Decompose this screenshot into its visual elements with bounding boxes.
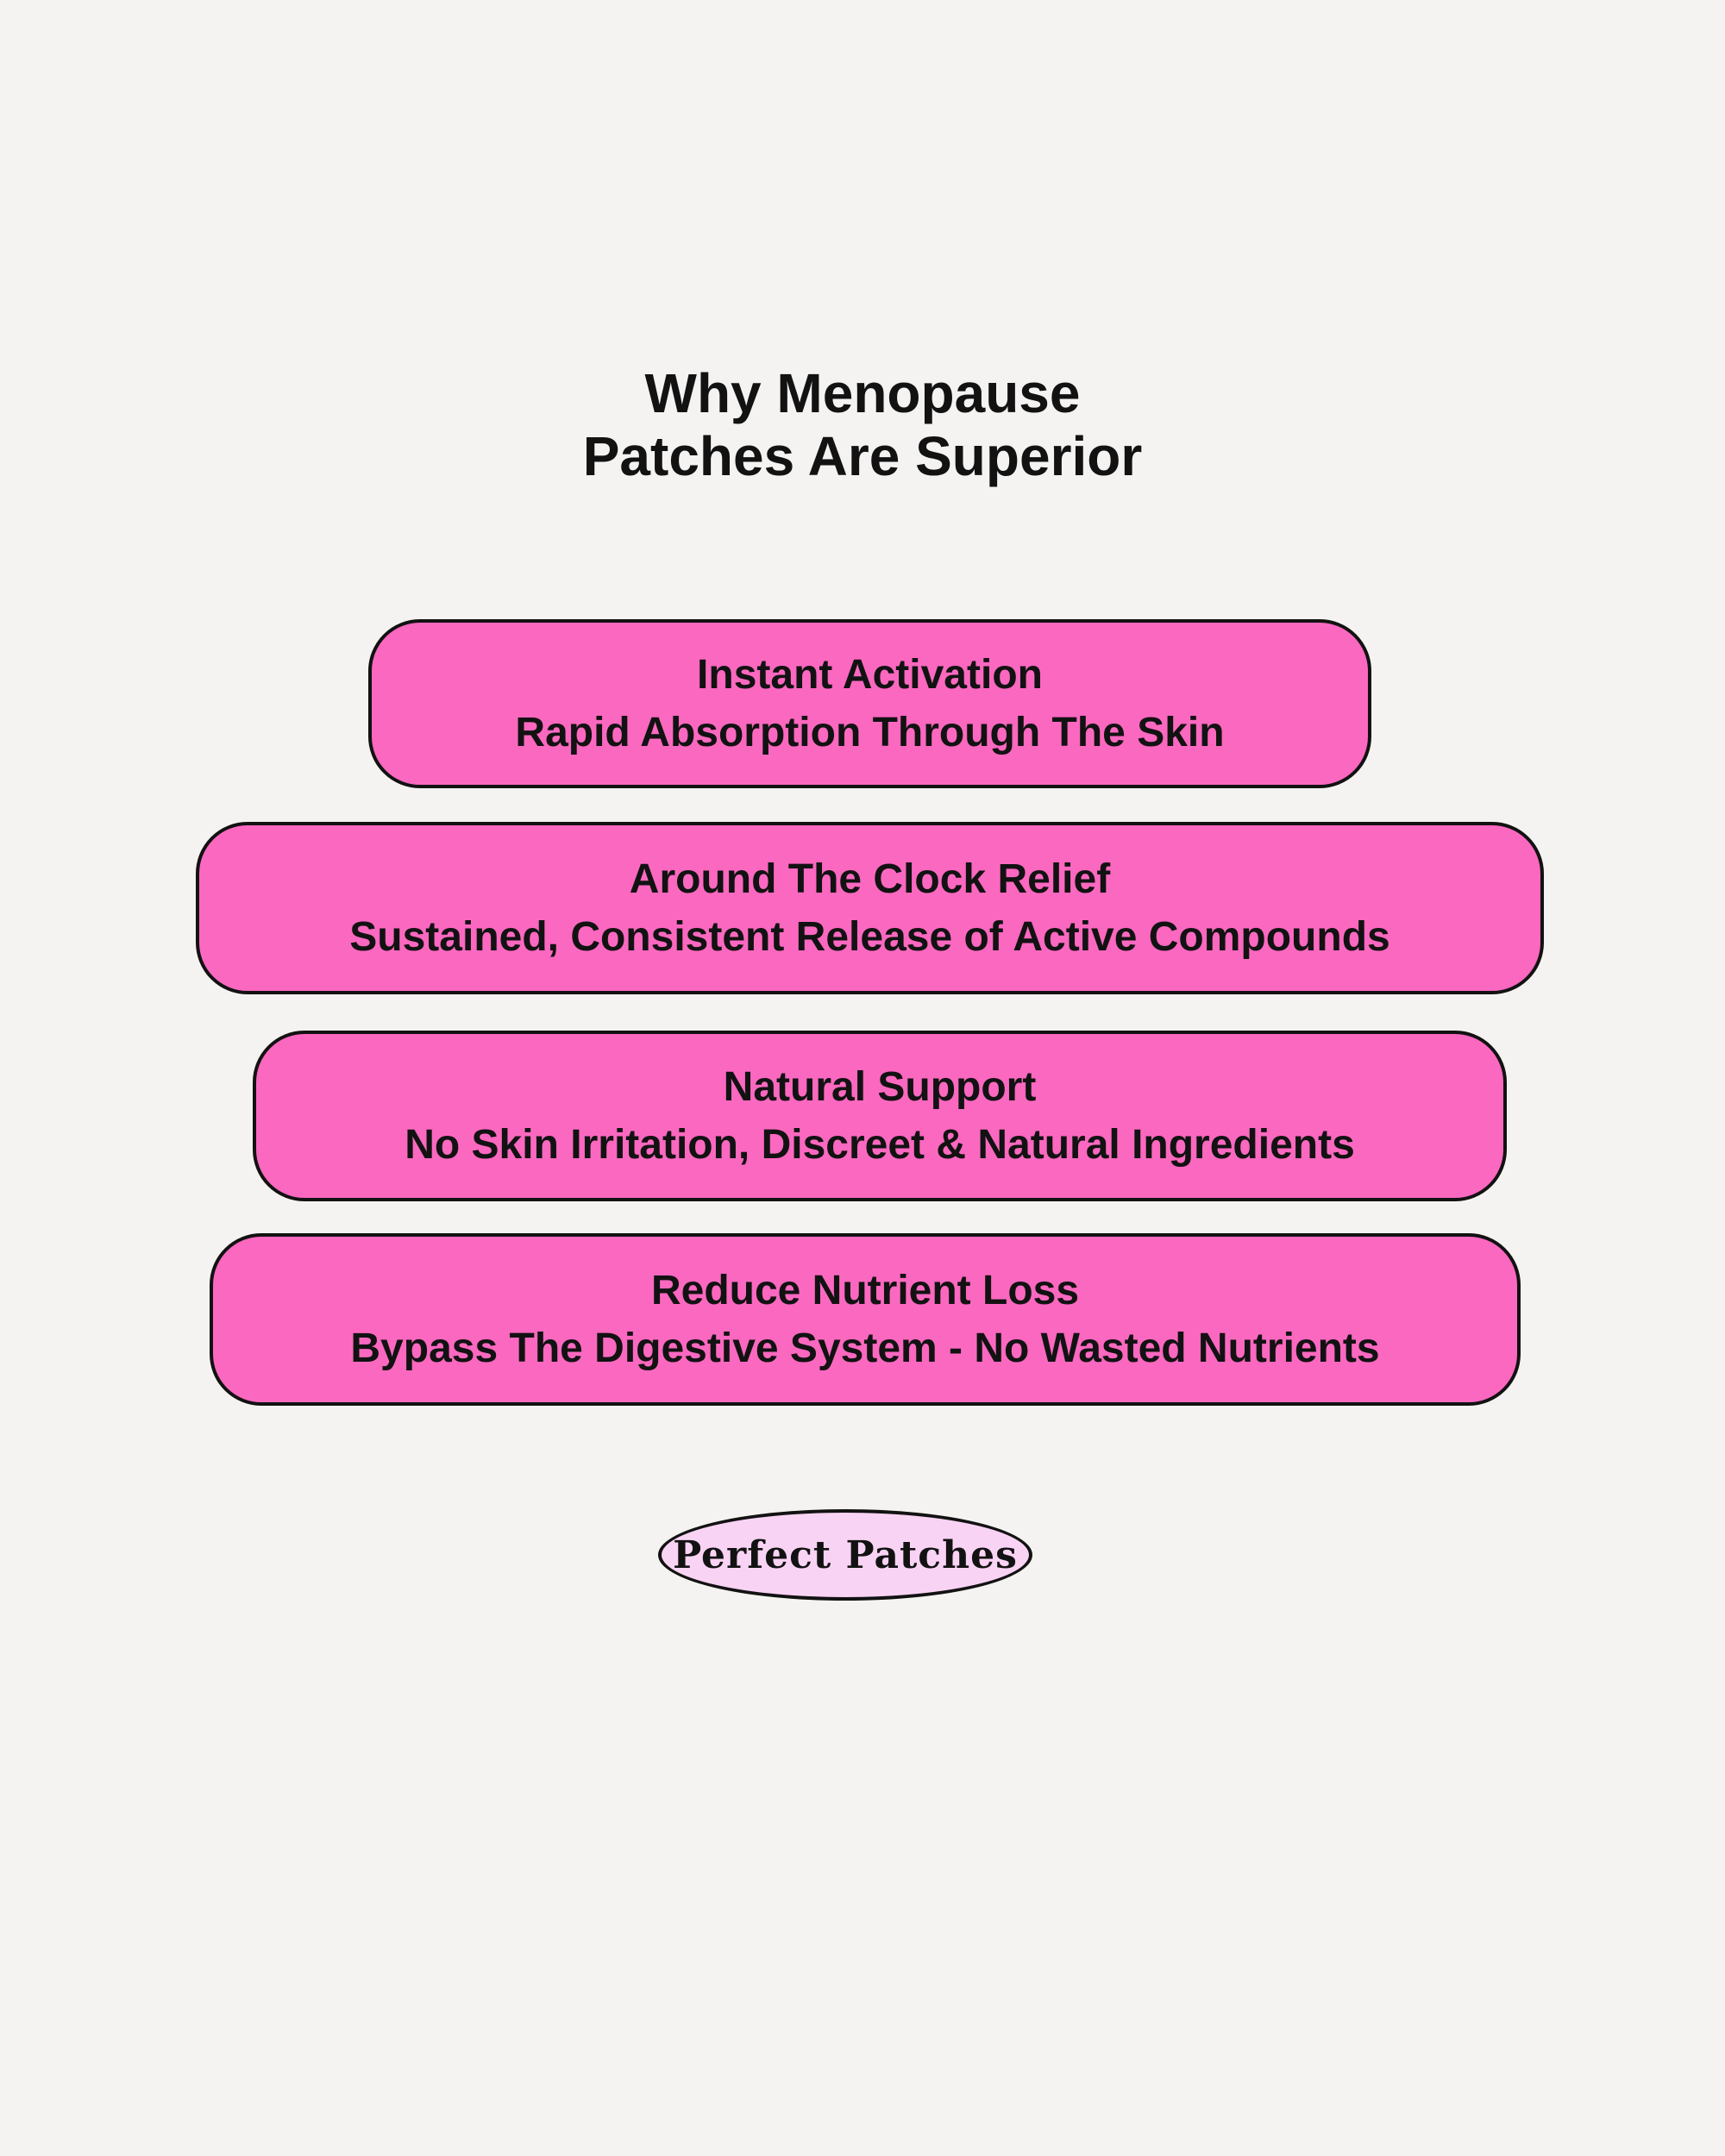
benefit-description: Bypass The Digestive System - No Wasted Nutrients [350, 1326, 1380, 1371]
page-title-line2: Patches Are Superior [582, 425, 1143, 487]
benefit-card-instant-activation [368, 619, 1371, 788]
brand-badge-label: Perfect Patches [673, 1532, 1018, 1577]
benefit-description: Rapid Absorption Through The Skin [515, 710, 1225, 755]
page-title [0, 362, 1725, 488]
benefit-heading: Reduce Nutrient Loss [650, 1268, 1080, 1313]
benefit-card-natural-support [253, 1031, 1507, 1201]
benefit-card-around-the-clock-relief [196, 822, 1544, 994]
benefit-description: No Skin Irritation, Discreet & Natural Ingredients [405, 1122, 1355, 1168]
benefit-heading: Around The Clock Relief [629, 856, 1111, 902]
benefit-heading: Instant Activation [697, 652, 1043, 698]
benefit-description: Sustained, Consistent Release of Active Compounds [349, 914, 1390, 960]
benefit-card-reduce-nutrient-loss [210, 1233, 1521, 1406]
benefit-heading: Natural Support [723, 1064, 1037, 1110]
page-title-line1: Why Menopause [644, 362, 1081, 424]
brand-badge [658, 1509, 1032, 1601]
